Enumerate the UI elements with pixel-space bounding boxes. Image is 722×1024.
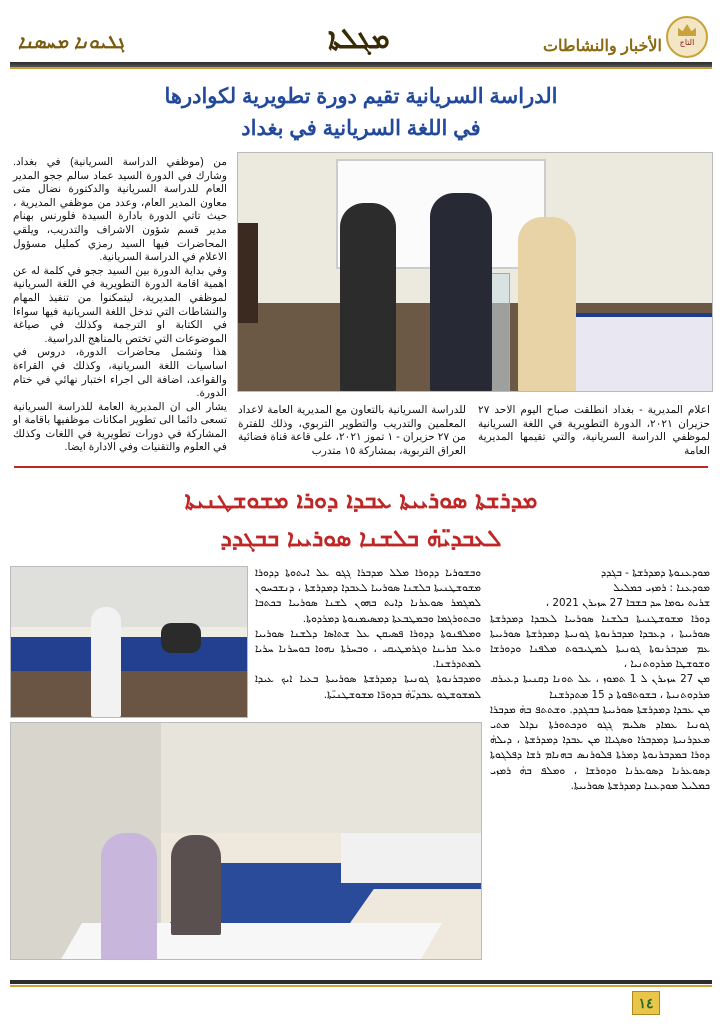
paragraph: يشار الى ان المديرية العامة للدراسة السريانية تسعى دائما الى تطوير امكانات موظفيها باقامة او المشاركة في دورات تطويرية في اللغات وكذلك في العلوم والتقنيات وفي الادارة ايضا. bbox=[13, 400, 227, 454]
footer-divider bbox=[10, 980, 712, 984]
paragraph: للدراسة السريانية بالتعاون مع المديرية العامة لاعداد المعلمين والتدريب والتطوير التربوي، وذلك للفترة من ٢٧ حزيران - ١ تموز ٢٠٢١، على قاعة قناة فضائية العراق التربوية، بمشاركة ١٥ متدرب bbox=[238, 404, 466, 457]
syriac-title-line2: ܠܥܒܕܝ̈ܗ̇ ܒܠܫܢܐ ܣܘܪܝܝܐ ܒܒܓܕܕ bbox=[220, 526, 502, 552]
article-column-left bbox=[13, 156, 227, 455]
syriac-column-left bbox=[255, 566, 481, 703]
article-column-right bbox=[478, 404, 710, 458]
paragraph: ܘܡܠܦܢܘܬܐ ܕܕܘܪܐ ܦܣܝܩܢ ܥܠ ܫܬܐܣܐ ܕܠܫܢܐ ܣܘܪܝܝܐ ܘܥܠ ܩܪܝܢܐ ܘܓܪܡܛܝܩܝ ، ܘܒܚܪܬܐ ܢܗܘܐ ܒܘܚܪܢܐ ܚܪܝܐ ܠܡܬܕܪܫܢܐ. bbox=[255, 627, 481, 671]
paragraph: هذا وتشمل محاضرات الدورة، دروس في اساسيات اللغة السريانية، وكذلك في القراءة والقواعد، اضافة الى اجراء اختبار نهائي في ختام الدورة. bbox=[13, 346, 227, 400]
photo-lecturer bbox=[10, 566, 248, 718]
article-column-middle bbox=[238, 404, 466, 458]
photo-trainees bbox=[10, 722, 482, 960]
paragraph: اعلام المديرية - بغداد انطلقت صباح اليوم الاحد ٢٧ حزيران ٢٠٢١، الدورة التطويرية في اللغة السريانية لموظفي الدراسة السريانية، والتي تقيمها المديرية العامة bbox=[478, 404, 710, 457]
paragraph: ܡܢ ܥܒܕܐ ܕܡܕܪܫܬܐ ܣܘܪܝܝܬܐ ܒܒܓܕܕ. ܘܫܬܬܦ ܒܗ̇ ܡܕܒܪܐ ܓܘܢܝܐ ܥܡܐܕ ܣܠܝܡ ܓܓܘ ܘܕܟܬܘܪܬܐ ܢܕܐܠ ܡܬܝ ܡܥܕܪܢܝܬܐ ܕܡܕܒܪܐ ܘܣܓܝܐܐ ܡܢ ܥܒܕܐ ܕܡܕܪܫܬܐ ، ܕܝܠܗ̇ ܕܘܪܐ ܒܡܕܒܪܢܘܬܐ ܕܡܪܬܐ ܦܠܘܪܢܣ ܒܗܢܐܡ ܪܫܐ ܕܦܠܓܘܬܐ ܕܣܘܥܪܢܐ ܕܣܘܥܪܢܐ ܘܕܘܪܫܐ ، ܘܡܠܦ ܒܗ̇ ܪܡܙܝ ܟܡܠܝܠ ܡܘܕܥܢܐ ܕܡܕܪܫܬܐ ܣܘܪܝܝܬܐ. bbox=[490, 703, 710, 792]
article-title-line1: الدراسة السريانية تقيم دورة تطويرية لكوادرها bbox=[164, 85, 558, 108]
logo-text: التاج bbox=[679, 38, 695, 47]
paragraph: من (موظفي الدراسة السريانية) في بغداد. وشارك في الدورة السيد عماد سالم ججو المدير العام للدراسة السريانية والدكتورة نضال متى معاون المدير العام، وعدد من موظفي المديرية ، حيث تاتي الدورة بادارة السيدة فلورنس بهنام مدير قسم شؤون الاشراف والتدريب، ويلقي المحاضرات فيها السيد رمزي كمليل مسؤول الاعلام في الدراسة السريانية. bbox=[13, 156, 227, 264]
section-label-left: ܓܠܝܘܢܐ ܡܚܣܢܐ bbox=[18, 32, 125, 53]
footer-gold-line bbox=[10, 985, 712, 987]
paragraph: ܡܘܕܥܢܘܬܐ ܕܡܕܪܫܬܐ - ܒܓܕܕ bbox=[600, 567, 710, 579]
page-number: ١٤ bbox=[632, 991, 660, 1015]
paragraph: ܘܡܕܒܪܢܘܬܐ ܓܘܢܝܬܐ ܕܡܕܪܫܬܐ ܣܘܪܝܝܬܐ ܒܥܝܐ ܐܝܟ ܥܝܕܐ ܠܡܫܘܫܛܘ ܥܒܕܝ̈ܗ̇ ܒܕܘܪ̈ܐ ܡܫܘܫܛܢܝ̈ܬܐ. bbox=[255, 673, 481, 701]
paragraph: ܡܘܕܥܢܐ : ܪܡܙܝ ܟܡܠܝܠ bbox=[613, 582, 710, 595]
magazine-name: ܡܓܠܬܐ bbox=[328, 22, 390, 55]
paragraph: ܘܒܫܘܪܝܐ ܕܕܘܪܐ ܡܠܠ ܡܕܒܪܐ ܓܓܘ ܥܠ ܐܝܬܘܬܐ ܕܕܘܪܐ ܡܫܘܫܛܢܝܬܐ ܒܠܫܢܐ ܣܘܪܝܝܐ ܠܥܒܕܐ ܕܡܕܪܫܬܐ ، ܕܢܫܟܚܘܢ ܠܡܓܡܪ ܣܘܥܪܢܐ ܕܐܝܬ ܒܗܘܢ ܠܫܢܐ ܣܘܪܝܝܐ ܒܟܬܒܐ ܘܒܬܘܪܓܡܐ ܘܒܡܛܒܥܬܐ ܕܡܣܝܡܢܘܬܐ ܕܡܪܕܘܬܐ. bbox=[255, 567, 481, 625]
photo-opening-ceremony bbox=[237, 152, 713, 392]
paragraph: ܫܪܝܬ ܝܘܡܐ ܚܕ ܒܫܒܐ 27 ܚܙܝܪܢ 2021 ، bbox=[545, 597, 710, 610]
paragraph: وفي بداية الدورة بين السيد ججو في كلمة له عن اهمية اقامة الدورة التطويرية في اللغة السريانية لموظفي المديرية، ليتمكنوا من تنفيذ المهام والنشاطات التي تدخل اللغة السريانية فيها سواءا في الكتابة او الترجمة وكذلك في صياغة الموضوعات التي تختص بالمناهج الدراسية. bbox=[13, 264, 227, 345]
paragraph: ܡܢ 27 ܚܙܝܪܢ ܠ 1 ܬܡܘܙ ، ܥܠ ܬܘܢܐ ܕܩܢܝܬܐ ܕܥܝܪܩ ܡܪܕܘܬܢܝܬܐ ، ܒܫܘܬܦܘܬܐ ܕ 15 ܡܬܕܪܫܢܐ bbox=[490, 673, 710, 701]
header-gold-line bbox=[10, 67, 712, 69]
crown-logo-icon bbox=[666, 16, 708, 58]
article-title-line2: في اللغة السريانية في بغداد bbox=[241, 117, 481, 140]
section-label-right: الأخبار والنشاطات bbox=[542, 38, 662, 55]
page-header bbox=[10, 14, 712, 66]
section-divider bbox=[14, 466, 708, 468]
syriac-title-line1: ܡܕܪܫܬܐ ܣܘܪܝܝܬܐ ܥܒܕܐ ܕܘܪܐ ܡܫܘܫܛܢܝܬܐ bbox=[184, 488, 538, 514]
paragraph: ܕܘܪܐ ܡܫܘܫܛܢܝܬܐ ܒܠܫܢܐ ܣܘܪܝܝܐ ܠܥܒܕܐ ܕܡܕܪܫܬܐ ܣܘܪܝܝܬܐ ، ܕܥܒܕܐ ܡܕܒܪܢܘܬܐ ܓܘܢܝܬܐ ܕܡܕܪܫܬܐ ܣܘܪܝܝܬܐ ܥܡ ܡܕܒܪܢܘܬܐ ܓܘܢܝܬܐ ܠܡܛܝܒܘܬ ܡܠܦܢܐ ܘܕܘܪܫܐ ܘܫܘܫܛܐ ܡܪܕܘܬܢܝܐ ، bbox=[490, 612, 710, 671]
syriac-column-right bbox=[490, 566, 710, 794]
